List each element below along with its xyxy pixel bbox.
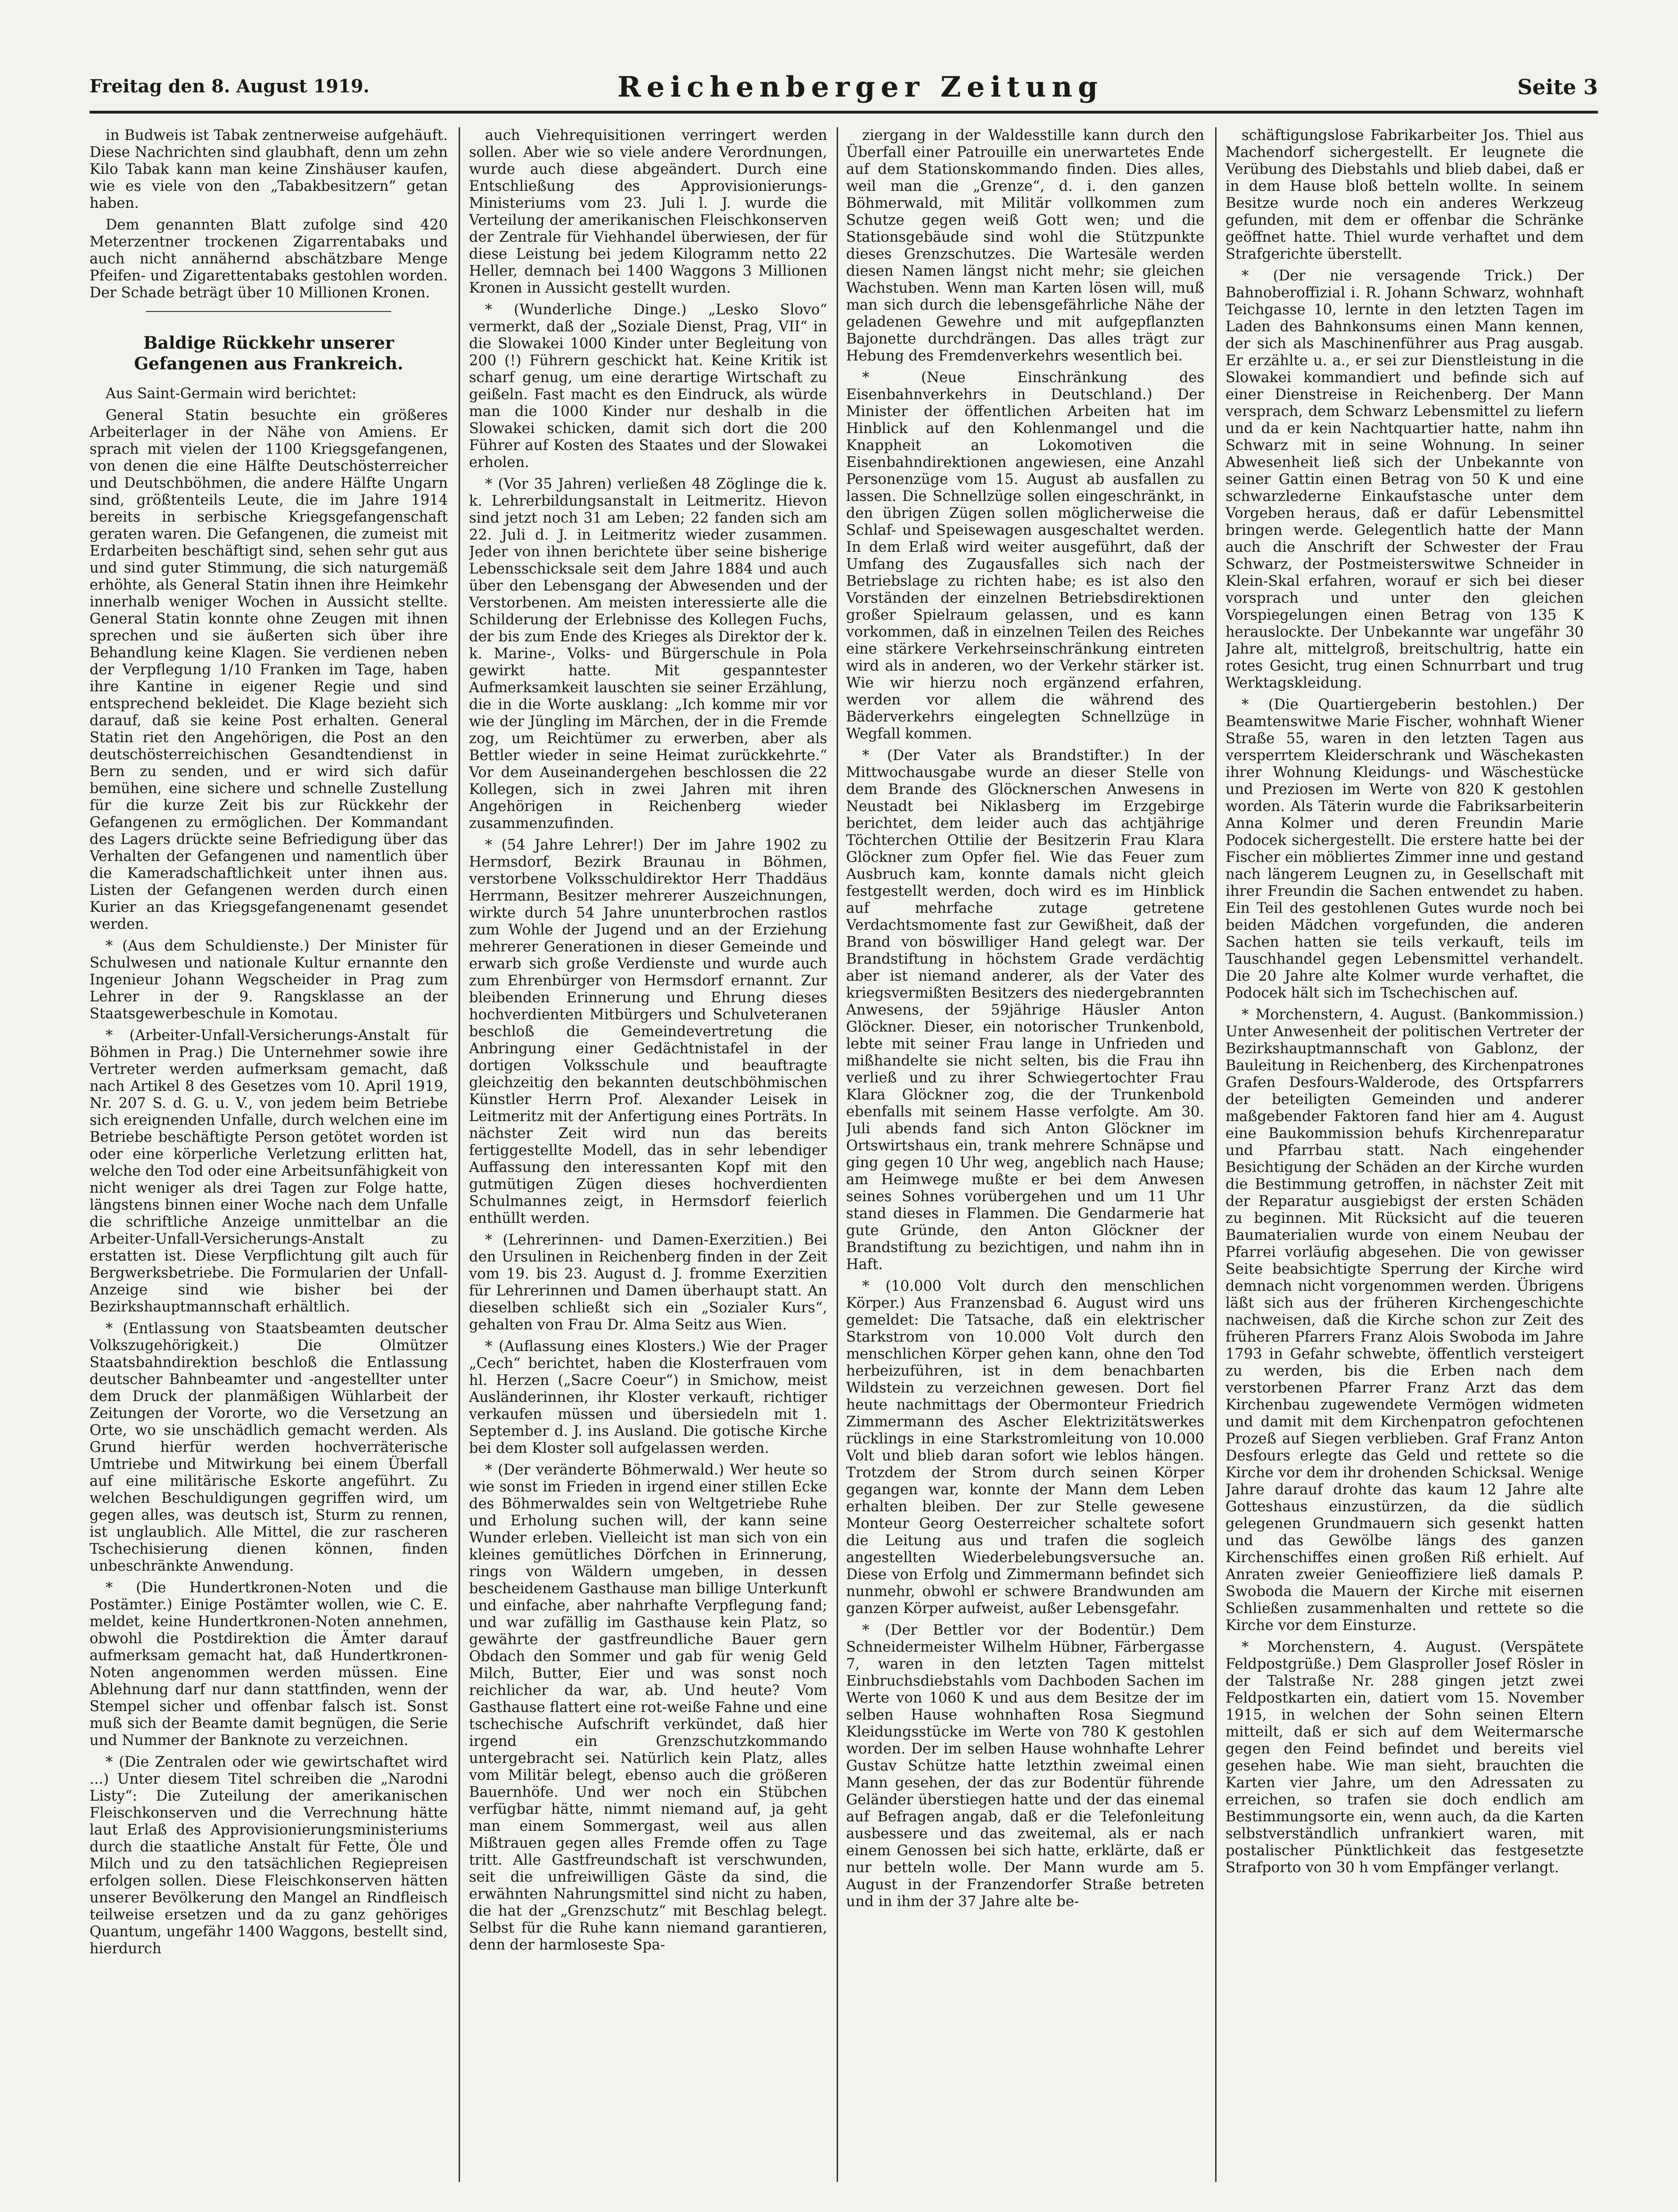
paragraph: * (Neue Einschränkung des Eisenbahnverkehrs in Deutschland.) Der Minister der öffentlichen Arbeiten hat im Hinblick auf den Kohlenmangel und die Knappheit an Lokomotiven die Eisenbahndirektionen angewiesen, eine Anzahl Personenzüge vom 15. August ab ausfallen zu lassen. Die Schnellzüge sollen eingeschränkt, in den übrigen Zügen sollen möglicherweise die Schlaf- und Speisewagen ausgeschaltet werden. In dem Erlaß wird weiter ausgeführt, daß der Umfang des Zugausfalles sich nach der Betriebslage zu richten habe; es ist also den Vorständen der einzelnen Betriebsdirektionen großer Spielraum gelassen, und es kann vorkommen, daß in einzelnen Teilen des Reiches eine stärkere Verkehrseinschränkung eintreten wird als in anderen, wo der Verkehr stärker ist. Wie wir hierzu noch ergänzend erfahren, werden vor allem die während des Bäderverkehrs eingelegten Schnellzüge in Wegfall kommen. xyxy=(846,369,1204,742)
column-divider xyxy=(459,127,460,2182)
paragraph: * (Wunderliche Dinge.) „Lesko Slovo“ vermerkt, daß der „Soziale Dienst, Prag, VII“ in die Slowakei 1000 Kinder unter Begleitung von 200 (!) Führern geschickt hat. Keine Kritik ist scharf genug, um eine derartige Wirtschaft zu geißeln. Fast macht es den Eindruck, als würde man die 1000 Kinder nur deshalb in die Slowakei schicken, damit sich dort die 200 Führer auf Kosten des Staates und der Slowakei erholen. xyxy=(469,302,827,471)
column-2-body xyxy=(469,127,827,1954)
paragraph: auch Viehrequisitionen verringert werden sollen. Aber wie so viele andere Verordnungen, wurde auch diese abgeändert. Durch eine Entschließung des Approvisionierungs-Ministeriums vom 23. Juli l. J. wurde die Verteilung der amerikanischen Fleischkonserven der Zentrale für Viehhandel überwiesen, der für diese Leistung bei jedem Kilogramm netto 22 Heller, demnach bei 1400 Waggons 3 Millionen Kronen in Aussicht gestellt wurden. xyxy=(469,127,827,296)
page-number: Seite 3 xyxy=(1517,75,1598,99)
masthead xyxy=(90,71,1598,108)
paragraph: * (Der Vater als Brandstifter.) In der Mittwochausgabe wurde an dieser Stelle von dem Brande des Glöcknerschen Anwesens in Neustadt bei Niklasberg im Erzgebirge berichtet, dem leider auch das achtjährige Töchterchen Ottilie der Besitzerin Frau Klara Glöckner zum Opfer fiel. Wie das Feuer zum Ausbruch kam, konnte damals nicht gleich festgestellt werden, doch wird es im Hinblick auf mehrfache zutage getretene Verdachtsmomente fast zur Gewißheit, daß der Brand von böswilliger Hand gelegt war. Der Brandstiftung in höchstem Grade verdächtig aber ist niemand anderer, als der Vater des kriegsvermißten Besitzers des niedergebrannten Anwesens, der 59jährige Häusler Anton Glöckner. Dieser, ein notorischer Trunkenbold, lebte mit seiner Frau lange in Unfrieden und mißhandelte sie nicht selten, bis die Frau ihn verließ und zu ihrer Schwiegertochter Frau Klara Glöckner zog, die der Trunkenbold ebenfalls mit seinem Hasse verfolgte. Am 30. Juli abends fand sich Anton Glöckner im Ortswirtshaus ein, trank mehrere Schnäpse und ging gegen 10 Uhr weg, angeblich nach Hause; am Heimwege mußte er bei dem Anwesen seines Sohnes vorübergehen und um 11 Uhr stand dieses in Flammen. Die Gendarmerie hat gute Gründe, den Anton Glöckner der Brandstiftung zu bezichtigen, und nahm ihn in Haft. xyxy=(846,747,1204,1273)
paragraph: * Morchenstern, 4. August. (Verspätete Feldpostgrüße.) Dem Glasproller Josef Rösler in der Talstraße Nr. 288 gingen jetzt zwei Feldpostkarten ein, datiert vom 15. November 1915, in welchen der Sohn seinen Eltern mitteilt, daß er sich auf dem Weitermarsche gegen den Feind befindet und bereits viel gesehen habe. Wie man sieht, brauchten die Karten vier Jahre, um den Adressaten zu erreichen, so trafen sie doch endlich am Bestimmungsorte ein, wenn auch, da die Karten selbstverständlich unfrankiert waren, mit postalischer Pünktlichkeit das festgesetzte Strafporto von 30 h vom Empfänger verlangt. xyxy=(1226,1639,1584,1876)
paragraph: Aus Saint-Germain wird berichtet: xyxy=(106,385,357,402)
paragraph: * (Die Zentralen oder wie gewirtschaftet wird ...) Unter diesem Titel schreiben die „Narodni Listy“: Die Zuteilung der amerikanischen Fleischkonserven und die Verrechnung hätte laut Erlaß des Approvisionierungsministeriums durch die staatliche Anstalt für Fette, Öle und Milch und zu den tatsächlichen Regiepreisen erfolgen sollen. Diese Fleischkonserven hätten unserer Bevölkerung den Mangel an Rindfleisch teilweise ersetzen und da zu ganz gehöriges Quantum, ungefähr 1400 Waggons, bestellt sind, hierdurch xyxy=(90,1754,448,1957)
paragraph: * (Der Bettler vor der Bodentür.) Dem Schneidermeister Wilhelm Hübner, Färbergasse 7, waren in den letzten Tagen mittelst Einbruchsdiebstahls vom Dachboden Sachen im Werte von 1060 K und aus dem Besitze der im selben Hause wohnhaften Rosa Siegmund Kleidungsstücke im Werte von 780 K gestohlen worden. Der im selben Hause wohnhafte Lehrer Gustav Schütze hatte letzthin zweimal einen Mann gesehen, der das zur Bodentür führende Geländer überstiegen hatte und der das einemal auf Befragen angab, daß er die Telefonleitung ausbessere und das zweitemal, als er nach einem Genossen bei sich hatte, erklärte, daß er nur betteln wolle. Der Mann wurde am 5. August in der Franzendorfer Straße betreten und in ihm der 37 Jahre alte be- xyxy=(846,1622,1204,1910)
issue-date: Freitag den 8. August 1919. xyxy=(90,75,370,97)
column-3 xyxy=(846,127,1204,2191)
paragraph: General Statin besuchte ein größeres Arbeiterlager in der Nähe von Amiens. Er sprach mit vielen der 1100 Kriegsgefangenen, von denen die eine Hälfte Deutschösterreicher und Deutschböhmen, die andere Hälfte Ungarn sind, größtenteils Leute, die im Jahre 1914 bereits in serbische Kriegsgefangenschaft geraten waren. Die Gefangenen, die zumeist mit Erdarbeiten beschäftigt sind, sehen sehr gut aus und sind guter Stimmung, die sich naturgemäß erhöhte, als General Statin ihnen ihre Heimkehr innerhalb weniger Wochen in Aussicht stellte. General Statin konnte ohne Zeugen mit ihnen sprechen und sie äußerten sich über ihre Behandlung keine Klagen. Sie verdienen neben der Verpflegung 1/10 Franken im Tage, haben ihre Kantine in eigener Regie und sind entsprechend bekleidet. Die Klage bezieht sich darauf, daß sie keine Post erhalten. General Statin riet den Angehörigen, die Post an den deutschösterreichischen Gesandtendienst in Bern zu senden, und er wird sich dafür bemühen, eine sichere und schnelle Zustellung für die kurze Zeit bis zur Rückkehr der Gefangenen zu ermöglichen. Der Kommandant des Lagers drückte seine Befriedigung über das Verhalten der Gefangenen und namentlich über die Kameradschaftlichkeit unter ihnen aus. Listen der Gefangenen werden durch einen Kurier an das Kriegsgefangenenamt gesendet werden. xyxy=(90,407,448,933)
paragraph: * (Die Quartiergeberin bestohlen.) Der Beamtenswitwe Marie Fischer, wohnhaft Wiener Straße 55, waren in den letzten Tagen aus versperrtem Kleiderschrank und Wäschekasten ihrer Wohnung Kleidungs- und Wäschestücke und Preziosen im Werte von 820 K gestohlen worden. Als Täterin wurde die Fabriksarbeiterin Anna Kolmer und deren Freundin Marie Podocek sichergestellt. Die erstere hatte bei der Fischer ein möbliertes Zimmer inne und gestand nach längerem Leugnen zu, in Gesellschaft mit ihrer Freundin die Sachen entwendet zu haben. Ein Teil des gestohlenen Gutes wurde noch bei beiden Mädchen vorgefunden, die anderen Sachen hatten sie teils verkauft, teils im Tauschhandel gegen Lebensmittel verhandelt. Die 20 Jahre alte Kolmer wurde verhaftet, die Podocek hält sich im Tschechischen auf. xyxy=(1226,696,1584,1001)
paragraph: schäftigungslose Fabrikarbeiter Jos. Thiel aus Machendorf sichergestellt. Er leugnete die Verübung des Diebstahls und blieb dabei, daß er in dem Hause bloß betteln wollte. In seinem Besitze wurde noch ein anderes Werkzeug gefunden, mit dem er offenbar die Schränke geöffnet hatte. Thiel wurde verhaftet und dem Strafgerichte überstellt. xyxy=(1226,127,1584,262)
paragraph: ziergang in der Waldesstille kann durch den Überfall einer Patrouille ein unerwartetes Ende auf dem Stationskommando finden. Dies alles, weil man die „Grenze“, d. i. den ganzen Böhmerwald, mit Militär vollkommen zum Schutze gegen weiß Gott wen; und die Stationsgebäude sind wohl die Stützpunkte dieses Grenzschutzes. Die Wartesäle werden diesen Namen längst nicht mehr; sie gleichen Wachstuben. Wenn man Karten lösen will, muß man sich durch die lebensgefährliche Nähe der geladenen Gewehre und mit aufgepflanzten Bajonette durchdrängen. Das alles trägt zur Hebung des Fremdenverkehrs wesentlich bei. xyxy=(846,127,1204,364)
column-3-body xyxy=(846,127,1204,1910)
column-1-top xyxy=(90,127,448,302)
paragraph: * (10.000 Volt durch den menschlichen Körper.) Aus Franzensbad 6. August wird uns gemeldet: Die Tatsache, daß ein elektrischer Starkstrom von 10.000 Volt durch den menschlichen Körper gehen kann, ohne den Tod herbeizuführen, ist in dem benachbarten Wildstein zu verzeichnen gewesen. Dort fiel heute nachmittags der Obermonteur Friedrich Zimmermann des Ascher Elektrizitätswerkes rücklings in eine Starkstromleitung von 10.000 Volt und blieb daran sofort wie leblos hängen. Trotzdem der Strom durch seinen Körper gegangen war, konnte der Mann dem Leben erhalten bleiben. Der zur Stelle gewesene Monteur Georg Oesterreicher schaltete sofort die Leitung aus und trafen die sogleich angestellten Wiederbelebungsversuche an. Diese von Erfolg und Zimmermann befindet sich nunmehr, obwohl er schwere Brandwunden am ganzen Körper aufweist, außer Lebensgefahr. xyxy=(846,1278,1204,1617)
column-divider xyxy=(837,127,838,2182)
paragraph: * (Die Hundertkronen-Noten und die Postämter.) Einige Postämter wollen, wie C. E. meldet, keine Hundertkronen-Noten annehmen, obwohl die Postdirektion die Ämter darauf aufmerksam gemacht hat, daß Hundertkronen-Noten angenommen werden müssen. Eine Ablehnung darf nur dann stattfinden, wenn der Stempel sicher und offenbar falsch ist. Sonst muß sich der Beamte damit begnügen, die Serie und Nummer der Banknote zu verzeichnen. xyxy=(90,1580,448,1749)
newspaper-title: Reichenberger Zeitung xyxy=(617,71,1103,104)
paragraph: * (Der veränderte Böhmerwald.) Wer heute so wie sonst im Frieden in irgend einer stillen Ecke des Böhmerwaldes sein von Weltgetriebe Ruhe und Erholung suchen will, der kann seine Wunder erleben. Vielleicht ist man sich von ein kleines gemütliches Dörfchen in Erinnerung, rings von Wäldern umgeben, in dessen bescheidenem Gasthause man billige Unterkunft und einfache, aber nahrhafte Verpflegung fand; und war zufällig im Gasthause kein Platz, so gewährte der gastfreundliche Bauer gern Obdach den Sommer und gab für wenig Geld Milch, Butter, Eier und was sonst noch reichlicher da war, ab. Und heute? Vom Gasthause flattert eine rot-weiße Fahne und eine tschechische Aufschrift verkündet, daß hier irgend ein Grenzschutzkommando untergebracht sei. Natürlich kein Platz, alles vom Militär belegt, ebenso auch die größeren Bauernhöfe. Und wer noch ein Stübchen verfügbar hätte, nimmt niemand auf, ja geht man einem Sommergast, weil aus allen Mißtrauen gegen alles Fremde offen zu Tage tritt. Alle Gastfreundschaft ist verschwunden, seit die unfreiwilligen Gäste da sind, die erwähnten Nahrungsmittel sind nicht zu haben, die hat der „Grenzschutz“ mit Beschlag belegt. Selbst für die Ruhe kann niemand garantieren, denn der harmloseste Spa- xyxy=(469,1462,827,1953)
header-rule xyxy=(90,111,1598,114)
paragraph: * (Entlassung von Staatsbeamten deutscher Volkszugehörigkeit.) Die Olmützer Staatsbahndirektion beschloß die Entlassung deutscher Bahnbeamter und -angestellter unter dem Druck der planmäßigen Wühlarbeit der Zeitungen der Vororte, wo die Versetzung an Orte, wo sie unschädlich gemacht werden. Als Grund hierfür werden hochverräterische Umtriebe und Mitwirkung bei einem Überfall auf eine militärische Eskorte angeführt. Zu welchen Beschuldigungen gegriffen wird, um gegen alles, was deutsch ist, Sturm zu rennen, ist unglaublich. Alle Mittel, die zur rascheren Tschechisierung dienen können, finden unbeschränkte Anwendung. xyxy=(90,1320,448,1574)
column-4-body xyxy=(1226,127,1584,1876)
paragraph: Dem genannten Blatt zufolge sind 420 Meterzentner trockenen Zigarrentabaks und auch nicht annähernd abschätzbare Menge Pfeifen- und Zigarettentabaks gestohlen worden. Der Schade beträgt über 10 Millionen Kronen. xyxy=(90,217,448,301)
column-1-body xyxy=(90,385,448,1958)
paragraph: in Budweis ist Tabak zentnerweise aufgehäuft. Diese Nachrichten sind glaubhaft, denn um zehn Kilo Tabak kann man keine Zinshäuser kaufen, wie es viele von den „Tabakbesitzern“ getan haben. xyxy=(90,127,448,212)
paragraph: * (Der nie versagende Trick.) Der Bahnoberoffizial i. R. Johann Schwarz, wohnhaft Teichgasse 10, lernte in den letzten Tagen im Laden des Bahnkonsums einen Mann kennen, der sich als Maschinenführer aus Prag ausgab. Er erzählte u. a., er sei zur Dienstleistung in die Slowakei kommandiert und befinde sich auf einer Dienstreise in Reichenberg. Der Mann versprach, dem Schwarz Lebensmittel zu liefern und da er kein Nachtquartier hatte, nahm ihn Schwarz mit in seine Wohnung. In seiner Abwesenheit ließ sich der Unbekannte von seiner Gattin einen Betrag von 50 K und eine schwarzlederne Einkaufstasche unter dem Vorgeben heraus, daß er dafür Lebensmittel bringen werde. Gelegentlich hatte der Mann auch die Anschrift der Schwester der Frau Schwarz, der Postmeisterswitwe Schneider in Klein-Skal erfahren, worauf er sich bei dieser vorsprach und unter den gleichen Vorspiegelungen einen Betrag von 135 K herauslockte. Der Unbekannte war ungefähr 30 Jahre alt, mittelgroß, breitschultrig, hatte ein rotes Gesicht, trug einen Schnurrbart und trug Werktagskleidung. xyxy=(1226,268,1584,691)
section-divider xyxy=(146,311,391,312)
paragraph: * (Auflassung eines Klosters.) Wie der Prager „Cech“ berichtet, haben die Klosterfrauen vom hl. Herzen („Sacre Coeur“) in Smichow, meist Ausländerinnen, ihr Kloster verkauft, richtiger verkaufen müssen und übersiedeln mit 1. September d. J. ins Ausland. Die gotische Kirche bei dem Kloster soll aufgelassen werden. xyxy=(469,1338,827,1457)
paragraph: * (Arbeiter-Unfall-Versicherungs-Anstalt für Böhmen in Prag.) Die Unternehmer sowie ihre Vertreter werden aufmerksam gemacht, daß nach Artikel 8 des Gesetzes vom 10. April 1919, Nr. 207 S. d. G. u. V., von jedem beim Betriebe sich ereignenden Unfalle, durch welchen eine im Betriebe beschäftigte Person getötet worden ist oder eine körperliche Verletzung erlitten hat, welche den Tod oder eine Arbeitsunfähigkeit von nicht weniger als drei Tagen zur Folge hatte, längstens binnen einer Woche nach dem Unfalle die schriftliche Anzeige unmittelbar an die Arbeiter-Unfall-Versicherungs-Anstalt zu erstatten ist. Diese Verpflichtung gilt auch für Bergwerksbetriebe. Die Formularien der Unfall-Anzeige sind wie bisher bei der Bezirkshauptmannschaft erhältlich. xyxy=(90,1027,448,1315)
paragraph: * (Lehrerinnen- und Damen-Exerzitien.) Bei den Ursulinen in Reichenberg finden in der Zeit vom 19. bis 23. August d. J. fromme Exerzitien für Lehrerinnen und Damen überhaupt statt. An dieselben schließt sich ein „Sozialer Kurs“, gehalten von Frau Dr. Alma Seitz aus Wien. xyxy=(469,1232,827,1333)
column-divider xyxy=(1215,127,1217,2182)
column-1 xyxy=(90,127,448,2191)
paragraph: * (Aus dem Schuldienste.) Der Minister für Schulwesen und nationale Kultur ernannte den Ingenieur Johann Wegscheider in Prag zum Lehrer in der 9. Rangsklasse an der Staatsgewerbeschule in Komotau. xyxy=(90,938,448,1022)
paragraph: * (Vor 35 Jahren) verließen 48 Zöglinge die k. k. Lehrerbildungsanstalt in Leitmeritz. Hievon sind jetzt noch 31 am Leben; 22 fanden sich am 22. Juli d. J. in Leitmeritz wieder zusammen. Jeder von ihnen berichtete über seine bisherige Lebensschicksale seit dem Jahre 1884 und auch über den Lebensgang der Abwesenden und der Verstorbenen. Am meisten interessierte alle die Schilderung der Erlebnisse des Kollegen Fuchs, der bis zum Ende des Krieges als Direktor der k. k. Marine-, Volks- und Bürgerschule in Pola gewirkt hatte. Mit gespanntester Aufmerksamkeit lauschten sie seiner Erzählung, die in die Worte ausklang: „Ich komme mir vor wie der Jüngling im Märchen, der in die Fremde zog, um Reichtümer zu erwerben, aber als Bettler wieder in seine Heimat zurückkehrte.“ Vor dem Auseinandergehen beschlossen die 22 Kollegen, sich in zwei Jahren mit ihren Angehörigen in Reichenberg wieder zusammenzufinden. xyxy=(469,476,827,832)
paragraph: * (54 Jahre Lehrer!) Der im Jahre 1902 zu Hermsdorf, Bezirk Braunau in Böhmen, verstorbene Volksschuldirektor Herr Thaddäus Herrmann, Besitzer mehrerer Auszeichnungen, wirkte durch 54 Jahre ununterbrochen rastlos zum Wohle der Jugend und an der Erziehung mehrerer Generationen in dieser Gemeinde und erwarb sich große Verdienste und wurde auch zum Ehrenbürger von Hermsdorf ernannt. Zur bleibenden Erinnerung und Ehrung dieses hochverdienten Mitbürgers und Schulveteranen beschloß die Gemeindevertretung die Anbringung einer Gedächtnistafel in der dortigen Volksschule und beauftragte gleichzeitig den bekannten deutschböhmischen Künstler Herrn Prof. Alexander Leisek in Leitmeritz mit der Anfertigung eines Porträts. In nächster Zeit wird nun das bereits fertiggestellte Modell, das in sehr lebendiger Auffassung den interessanten Kopf mit den gutmütigen Zügen dieses hochverdienten Schulmannes zeigt, in Hermsdorf feierlich enthüllt werden. xyxy=(469,837,827,1227)
column-2 xyxy=(469,127,827,2191)
column-4 xyxy=(1226,127,1584,2191)
paragraph: * Morchenstern, 4. August. (Bankommission.) Unter Anwesenheit der politischen Vertreter der Bezirkshauptmannschaft von Gablonz, der Bauleitung in Reichenberg, des Kirchenpatrones Grafen Desfours-Walderode, des Ortspfarrers der beteiligten Gemeinden und anderer maßgebender Faktoren fand hier am 4. August eine Baukommission behufs Kirchenreparatur und Pfarrbau statt. Nach eingehender Besichtigung der Schäden an der Kirche wurden die Bestimmung getroffen, in nächster Zeit mit der Reparatur ausgiebigst der ersten Schäden zu beginnen. Mit Rücksicht auf die teueren Baumaterialien wurde von einem Neubau der Pfarrei vorläufig abgesehen. Die von gewisser Seite beabsichtigte Sperrung der Kirche wird demnach nicht vorgenommen werden. Übrigens läßt sich aus der früheren Kirchengeschichte nachweisen, daß die Kirche schon zur Zeit des früheren Pfarrers Franz Alois Swoboda im Jahre 1793 in Gefahr schwebte, öffentlich versteigert zu werden, bis die Erben nach dem verstorbenen Pfarrer Franz Arzt das dem Kirchenbau zugewendete Vermögen widmeten und damit mit dem Kirchenpatron gefochtenen Prozeß auf Siegen verblieben. Graf Franz Anton Desfours erlegte das Geld und rettete so die Kirche vor dem ihr drohenden Schicksal. Wenige Jahre darauf drohte das kaum 12 Jahre alte Gotteshaus einzustürzen, da die südlich gelegenen Grundmauern sich gesenkt hatten und das Gewölbe längs des ganzen Kirchenschiffes einen großen Riß erhielt. Auf Anraten zweier Genieoffiziere ließ damals P. Swoboda die Mauern der Kirche mit eisernen Schließen zusammenhalten und rettete so die Kirche vor dem Einsturze. xyxy=(1226,1007,1584,1634)
article-heading: Baldige Rückkehr unserer Gefangenen aus Frankreich. xyxy=(134,333,403,374)
